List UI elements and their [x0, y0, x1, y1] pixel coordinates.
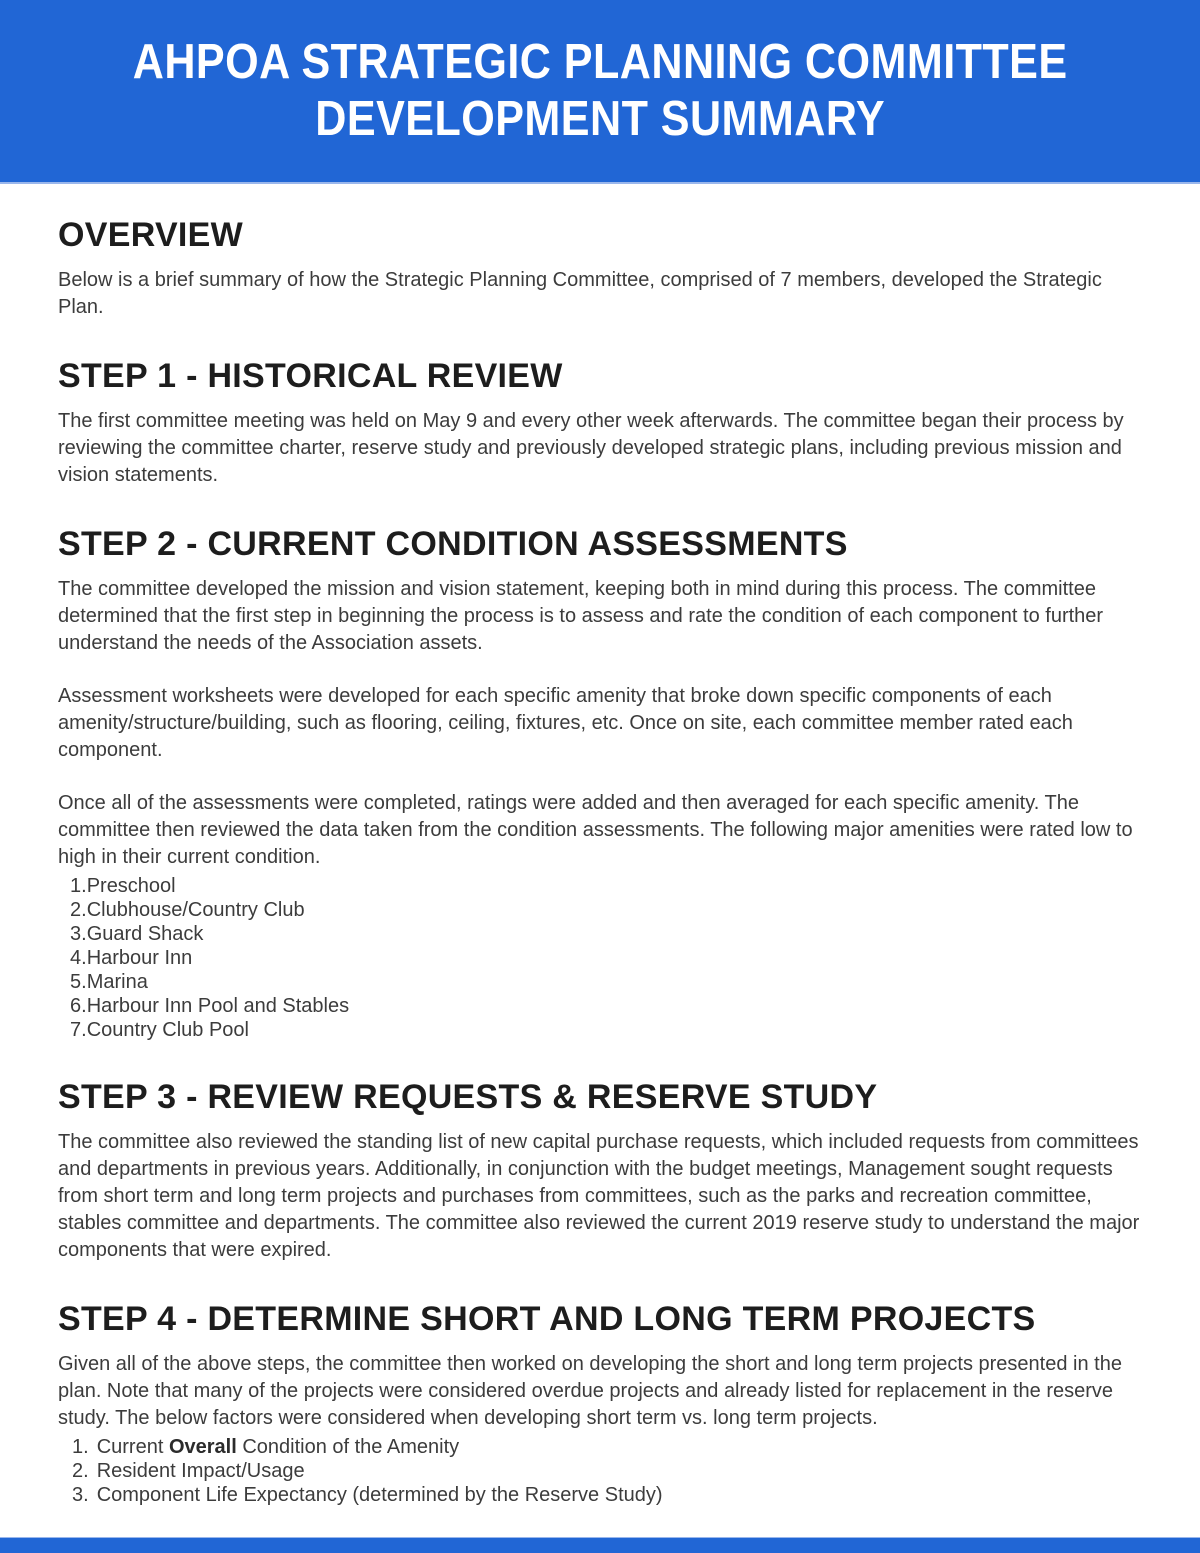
section-step2 — [58, 525, 1145, 1042]
factor-text-post: Condition of the Amenity — [236, 1436, 460, 1458]
step3-paragraph: The committee also reviewed the standing list of new capital purchase requests, which included requests from committees and departments in previous years. Additionally, in conjunction with the budget meetings, Management sought requests from short term and long term projects and purchases from committees, such as the parks and recreation committee, stables committee and departments. The committee also reviewed the current 2019 reserve study to understand the major components that were expired. — [58, 1131, 1140, 1261]
step4-paragraph: Given all of the above steps, the committee then worked on developing the short and long term projects presented in the plan. Note that many of the projects were considered overdue projects and already listed for replacement in the reserve study. The below factors were considered when developing short term vs. long term projects. — [58, 1353, 1122, 1429]
list-item: Country Club Pool — [86, 1019, 249, 1041]
factor-text-bold: Overall — [168, 1436, 237, 1458]
footer-bar — [0, 1537, 1200, 1553]
list-item: Preschool — [86, 875, 176, 897]
step1-heading: STEP 1 - HISTORICAL REVIEW — [58, 357, 563, 395]
amenities-list — [58, 874, 1145, 1042]
section-step4 — [58, 1300, 1145, 1507]
section-step1 — [58, 357, 1145, 489]
step2-paragraph-3: Once all of the assessments were completed, ratings were added and then averaged for each specific amenity. The committee then reviewed the data taken from the condition assessments. The following major amenities were rated low to high in their current condition. — [58, 792, 1133, 868]
page-title-line1: AHPOA STRATEGIC PLANNING COMMITTEE — [132, 35, 1068, 89]
section-overview — [58, 216, 1145, 321]
header-banner — [0, 0, 1200, 184]
overview-heading: OVERVIEW — [58, 216, 244, 254]
list-item: Clubhouse/Country Club — [86, 899, 305, 921]
factors-list — [58, 1435, 1145, 1507]
step2-paragraph-1: The committee developed the mission and vision statement, keeping both in mind during this process. The committee determined that the first step in beginning the process is to assess and rate the condition of each component to further understand the needs of the Association assets. — [58, 578, 1104, 654]
overview-paragraph: Below is a brief summary of how the Strategic Planning Committee, comprised of 7 members, developed the Strategic Plan. — [58, 269, 1102, 318]
step3-heading: STEP 3 - REVIEW REQUESTS & RESERVE STUDY — [58, 1078, 878, 1116]
list-item: Harbour Inn — [86, 947, 193, 969]
list-item: Guard Shack — [86, 923, 204, 945]
step1-paragraph: The first committee meeting was held on May 9 and every other week afterwards. The committee began their process by reviewing the committee charter, reserve study and previously developed strategic plans, including previous mission and vision statements. — [58, 410, 1124, 486]
page-title — [133, 34, 1068, 148]
step2-paragraph-2: Assessment worksheets were developed for each specific amenity that broke down specific components of each amenity/structure/building, such as flooring, ceiling, fixtures, etc. Once on site, each committee member rated each component. — [58, 685, 1073, 761]
step2-heading: STEP 2 - CURRENT CONDITION ASSESSMENTS — [58, 525, 848, 563]
page-title-line2: DEVELOPMENT SUMMARY — [315, 92, 885, 146]
section-step3 — [58, 1078, 1145, 1264]
step4-heading: STEP 4 - DETERMINE SHORT AND LONG TERM PROJECTS — [58, 1300, 1036, 1338]
list-item: Resident Impact/Usage — [96, 1460, 305, 1482]
list-item — [72, 1435, 1145, 1459]
factor-text-pre: Current — [96, 1436, 169, 1458]
list-item: Harbour Inn Pool and Stables — [86, 995, 350, 1017]
list-item: Marina — [86, 971, 148, 993]
list-item: Component Life Expectancy (determined by the Reserve Study) — [96, 1484, 663, 1506]
document-body — [0, 216, 1200, 1507]
